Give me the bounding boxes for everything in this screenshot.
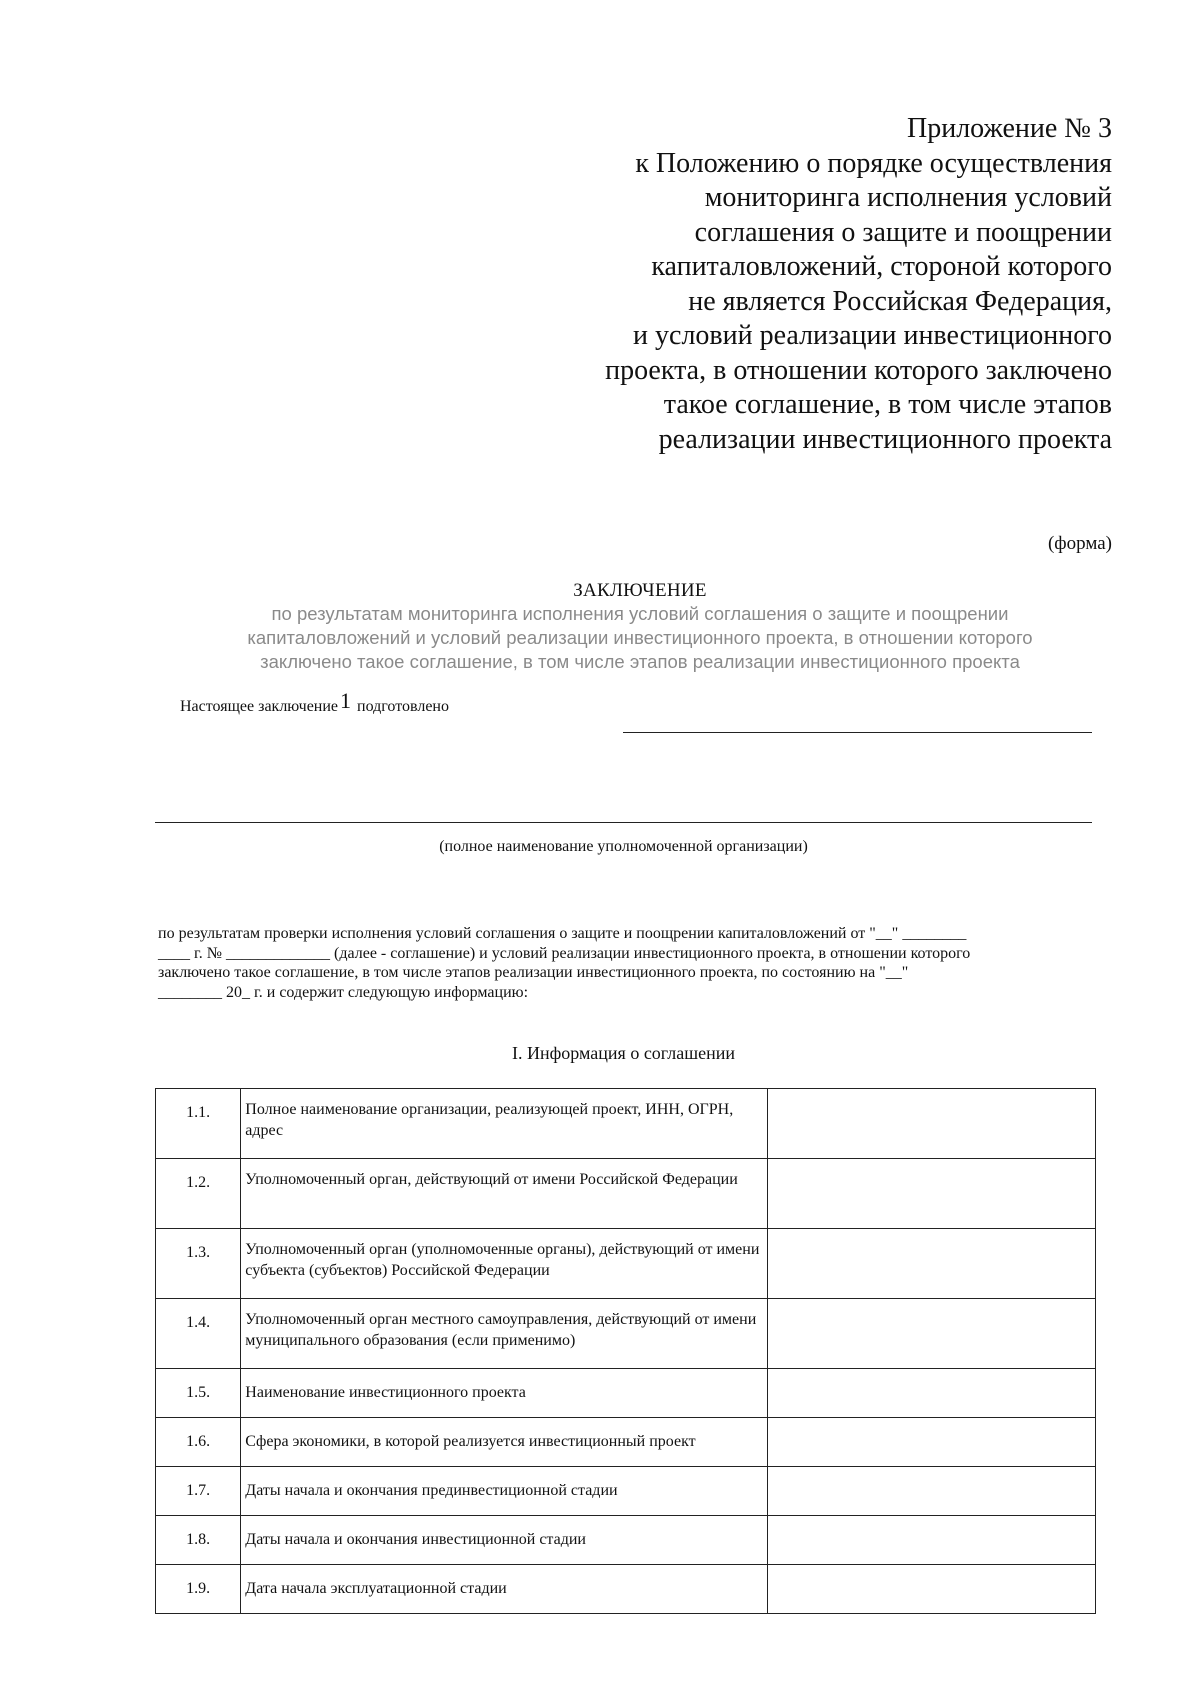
row-number: 1.5. — [156, 1369, 241, 1418]
annex-line: соглашения о защите и поощрении — [694, 216, 1112, 248]
blank-line-org-2 — [155, 822, 1092, 823]
row-label: Даты начала и окончания прединвестиционной стадии — [241, 1467, 768, 1516]
table-row — [156, 1565, 1096, 1614]
paragraph-line: по результатам проверки исполнения условий соглашения о защите и поощрении капиталовложений от "__" ________ — [158, 925, 967, 942]
row-value-cell[interactable] — [768, 1299, 1096, 1369]
blank-line-org-1 — [623, 732, 1092, 733]
annex-line: реализации инвестиционного проекта — [658, 423, 1112, 455]
row-label: Уполномоченный орган (уполномоченные органы), действующий от имени субъекта (субъектов) Российской Федерации — [241, 1229, 768, 1299]
row-number: 1.6. — [156, 1418, 241, 1467]
annex-line: Приложение № 3 — [907, 113, 1112, 144]
conclusion-subtitle — [160, 602, 1120, 674]
table-row — [156, 1467, 1096, 1516]
row-value-cell[interactable] — [768, 1467, 1096, 1516]
row-label: Дата начала эксплуатационной стадии — [241, 1565, 768, 1614]
table-row — [156, 1418, 1096, 1467]
annex-line: проекта, в отношении которого заключено — [605, 354, 1112, 386]
annex-line: капиталовложений, стороной которого — [651, 251, 1112, 282]
row-value-cell[interactable] — [768, 1418, 1096, 1467]
row-label: Полное наименование организации, реализующей проект, ИНН, ОГРН, адрес — [241, 1089, 768, 1159]
table-row — [156, 1159, 1096, 1229]
annex-line: не является Российская Федерация, — [688, 285, 1112, 317]
table-row — [156, 1089, 1096, 1159]
row-number: 1.2. — [156, 1159, 241, 1229]
row-label: Уполномоченный орган местного самоуправления, действующий от имени муниципального образования (если применимо) — [241, 1299, 768, 1369]
annex-line: мониторинга исполнения условий — [704, 182, 1112, 213]
row-label: Уполномоченный орган, действующий от имени Российской Федерации — [241, 1159, 768, 1229]
paragraph-line: заключено такое соглашение, в том числе этапов реализации инвестиционного проекта, по состоянию на "__" — [158, 964, 909, 981]
row-value-cell[interactable] — [768, 1369, 1096, 1418]
form-label: (форма) — [1047, 533, 1112, 554]
annex-line: такое соглашение, в том числе этапов — [663, 389, 1112, 420]
paragraph-line: ____ г. № _____________ (далее - соглашение) и условий реализации инвестиционного проекта, в отношении которого — [158, 944, 971, 962]
row-number: 1.1. — [156, 1089, 241, 1159]
prepared-text-after: подготовлено — [357, 698, 449, 715]
row-label: Даты начала и окончания инвестиционной стадии — [241, 1516, 768, 1565]
row-value-cell[interactable] — [768, 1089, 1096, 1159]
subtitle-line: по результатам мониторинга исполнения условий соглашения о защите и поощрении — [271, 603, 1009, 624]
annex-line: и условий реализации инвестиционного — [633, 320, 1112, 351]
row-label: Наименование инвестиционного проекта — [241, 1369, 768, 1418]
row-value-cell[interactable] — [768, 1516, 1096, 1565]
table-row — [156, 1369, 1096, 1418]
agreement-info-table — [155, 1088, 1096, 1614]
row-value-cell[interactable] — [768, 1159, 1096, 1229]
row-number: 1.3. — [156, 1229, 241, 1299]
annex-header — [492, 112, 1112, 457]
annex-line: к Положению о порядке осуществления — [635, 147, 1112, 179]
prepared-statement — [180, 688, 449, 716]
row-number: 1.4. — [156, 1299, 241, 1369]
paragraph-line: ________ 20_ г. и содержит следующую информацию: — [158, 983, 529, 1001]
footnote-mark: 1 — [340, 688, 352, 713]
row-label: Сфера экономики, в которой реализуется инвестиционный проект — [241, 1418, 768, 1467]
table-row — [156, 1299, 1096, 1369]
org-name-caption: (полное наименование уполномоченной организации) — [439, 838, 808, 855]
row-value-cell[interactable] — [768, 1229, 1096, 1299]
conclusion-title: ЗАКЛЮЧЕНИЕ — [573, 580, 707, 601]
row-number: 1.8. — [156, 1516, 241, 1565]
table-row — [156, 1229, 1096, 1299]
section-title: I. Информация о соглашении — [512, 1043, 735, 1063]
subtitle-line: заключено такое соглашение, в том числе этапов реализации инвестиционного проекта — [260, 651, 1020, 672]
subtitle-line: капиталовложений и условий реализации инвестиционного проекта, в отношении которого — [247, 627, 1033, 648]
verification-paragraph — [158, 924, 1094, 1002]
prepared-text: Настоящее заключение — [180, 698, 339, 715]
row-value-cell[interactable] — [768, 1565, 1096, 1614]
row-number: 1.7. — [156, 1467, 241, 1516]
row-number: 1.9. — [156, 1565, 241, 1614]
table-row — [156, 1516, 1096, 1565]
